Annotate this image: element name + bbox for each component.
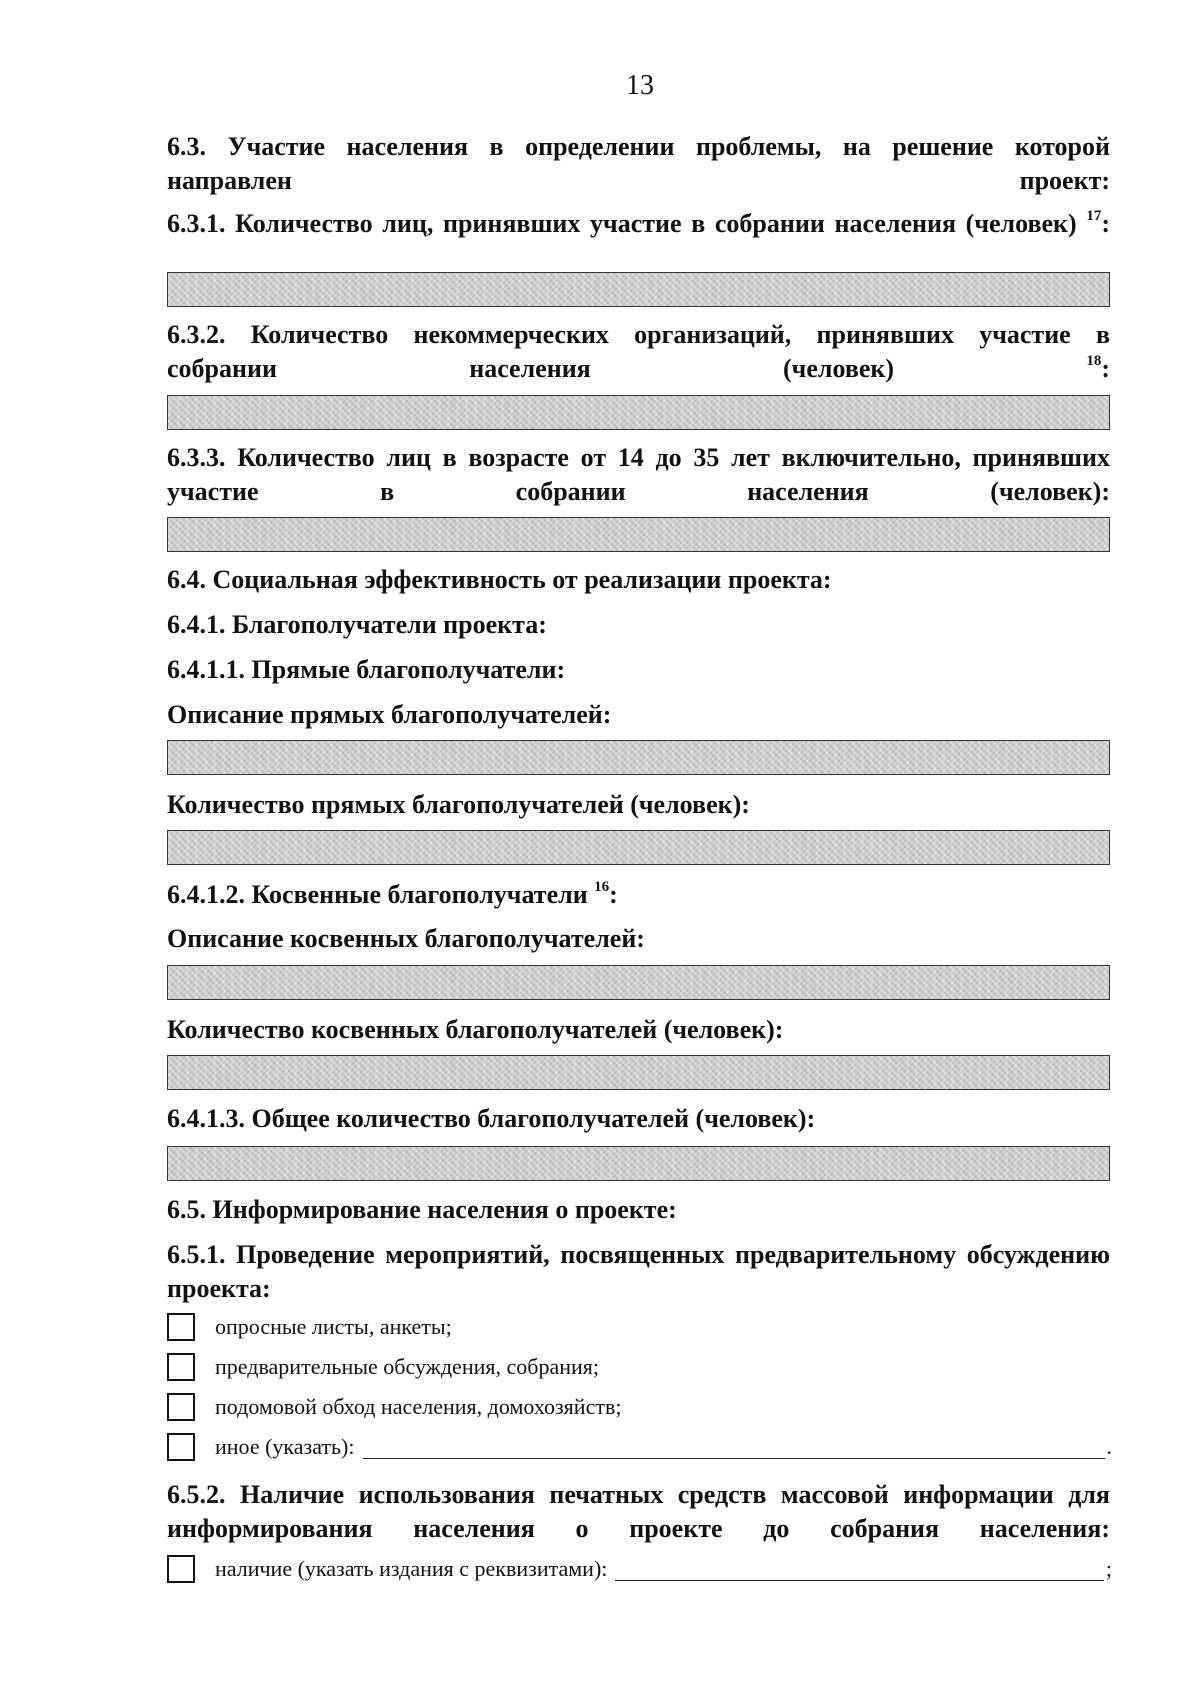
print-end-mark: ;	[1105, 1556, 1112, 1581]
item-6-4-1-2-label: 6.4.1.2. Косвенные благополучатели $^{16}$:	[167, 879, 618, 909]
checkbox-other[interactable]	[167, 1433, 195, 1461]
direct-description-label: Описание прямых благополучателей:	[167, 700, 612, 729]
option-row-door-to-door	[167, 1390, 1112, 1424]
item-6-3-2-label: 6.3.2. Количество некоммерческих организаций, принявших участие в собрании населения (человек) $^{18}$:	[167, 320, 1110, 383]
option-row-discussions	[167, 1350, 1112, 1384]
option-label: подомовой обход населения, домохозяйств;	[215, 1394, 622, 1419]
section-6-5-heading: 6.5. Информирование населения о проекте:	[167, 1195, 677, 1224]
other-end-mark: .	[1106, 1434, 1112, 1459]
direct-count-label: Количество прямых благополучателей (человек):	[167, 790, 750, 819]
section-6-3-heading: 6.3. Участие населения в определении проблемы, на решение которой направлен проект:	[167, 132, 1110, 195]
field-total-count[interactable]	[167, 1146, 1110, 1181]
item-6-3-1-label: 6.3.1. Количество лиц, принявших участие в собрании населения (человек) $^{17}$:	[167, 208, 1111, 238]
option-label: наличие (указать издания с реквизитами):	[215, 1556, 608, 1581]
item-6-4-1-3-label: 6.4.1.3. Общее количество благополучателей (человек):	[167, 1104, 816, 1133]
field-6-3-3[interactable]	[167, 517, 1110, 552]
field-indirect-description[interactable]	[167, 965, 1110, 1000]
item-6-5-2-label: 6.5.2. Наличие использования печатных средств массовой информации для информирования населения о проекте до собрания населения:	[167, 1480, 1110, 1543]
option-label: опросные листы, анкеты;	[215, 1314, 452, 1339]
indirect-description-label: Описание косвенных благополучателей:	[167, 924, 645, 953]
item-6-4-1-1-label: 6.4.1.1. Прямые благополучатели:	[167, 655, 566, 684]
footnote-ref-18: 18	[1086, 353, 1102, 370]
indirect-count-label: Количество косвенных благополучателей (человек):	[167, 1015, 784, 1044]
option-label: иное (указать):	[215, 1434, 355, 1459]
item-6-5-1-label: 6.5.1. Проведение мероприятий, посвященных предварительному обсуждению проекта:	[167, 1240, 1110, 1303]
field-direct-description[interactable]	[167, 740, 1110, 775]
checkbox-questionnaires[interactable]	[167, 1313, 195, 1341]
item-6-4-1-2-text: 6.4.1.2. Косвенные благополучатели	[167, 880, 588, 909]
footnote-ref-17: 17	[1086, 208, 1102, 225]
option-label: предварительные обсуждения, собрания;	[215, 1354, 599, 1379]
section-6-4-heading: 6.4. Социальная эффективность от реализации проекта:	[167, 565, 832, 594]
option-row-questionnaires	[167, 1310, 1112, 1344]
field-6-3-2[interactable]	[167, 395, 1110, 430]
checkbox-print-media[interactable]	[167, 1555, 195, 1583]
item-6-3-3-label: 6.3.3. Количество лиц в возрасте от 14 до 35 лет включительно, принявших участие в собрании населения (человек):	[167, 443, 1110, 506]
footnote-ref-16: 16	[594, 879, 610, 896]
item-6-3-2-text: 6.3.2. Количество некоммерческих организаций, принявших участие в собрании населения (человек)	[167, 320, 1110, 383]
field-indirect-count[interactable]	[167, 1055, 1110, 1090]
field-direct-count[interactable]	[167, 830, 1110, 865]
option-row-other	[167, 1430, 1112, 1464]
checkbox-discussions[interactable]	[167, 1353, 195, 1381]
item-6-3-1-text: 6.3.1. Количество лиц, принявших участие в собрании населения (человек)	[167, 209, 1077, 238]
print-media-input-line[interactable]	[615, 1558, 1103, 1581]
item-6-4-1-label: 6.4.1. Благополучатели проекта:	[167, 610, 547, 639]
other-input-line[interactable]	[363, 1436, 1105, 1459]
checkbox-door-to-door[interactable]	[167, 1393, 195, 1421]
option-row-print-media	[167, 1552, 1112, 1586]
page-number: 13	[626, 70, 654, 101]
field-6-3-1[interactable]	[167, 272, 1110, 307]
